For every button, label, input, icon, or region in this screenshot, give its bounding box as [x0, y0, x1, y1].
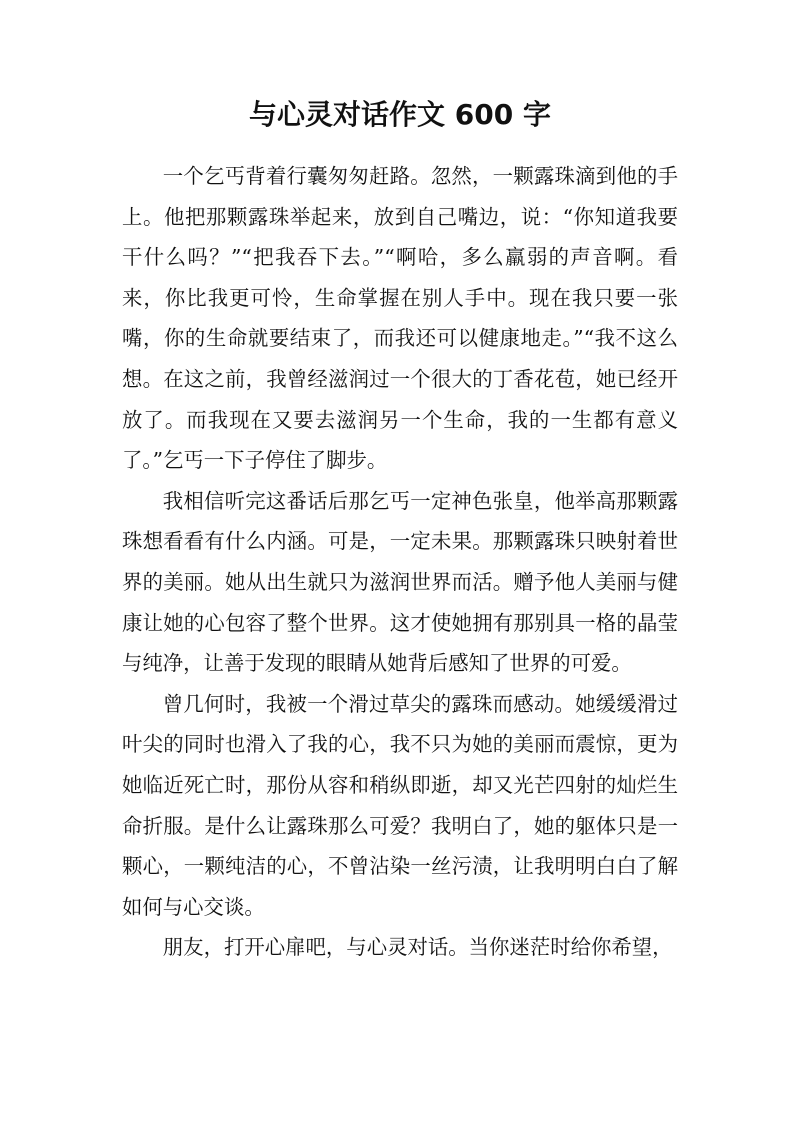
paragraph-3: 曾几何时，我被一个滑过草尖的露珠而感动。她缓缓滑过叶尖的同时也滑入了我的心，我不只为她的美丽而震惊，更为她临近死亡时，那份从容和稍纵即逝，却又光芒四射的灿烂生命折服。是什么让露珠那么可爱？我明白了，她的躯体只是一颗心，一颗纯洁的心，不曾沾染一丝污渍，让我明明白白了解如何与心交谈。	[122, 691, 678, 919]
document-title: 与心灵对话作文 600 字	[249, 98, 551, 131]
paragraph-1: 一个乞丐背着行囊匆匆赶路。忽然，一颗露珠滴到他的手上。他把那颗露珠举起来，放到自己嘴边，说：“你知道我要干什么吗？”“把我吞下去。”“啊哈，多么羸弱的声音啊。看来，你比我更可怜，生命掌握在别人手中。现在我只要一张嘴，你的生命就要结束了，而我还可以健康地走。”“我不这么想。在这之前，我曾经滋润过一个很大的丁香花苞，她已经开放了。而我现在又要去滋润另一个生命，我的一生都有意义了。”乞丐一下子停住了脚步。	[122, 164, 678, 473]
document-body	[122, 156, 678, 968]
paragraph-4: 朋友，打开心扉吧，与心灵对话。当你迷茫时给你希望，	[162, 935, 673, 960]
paragraph-2: 我相信听完这番话后那乞丐一定神色张皇，他举高那颗露珠想看看有什么内涵。可是，一定未果。那颗露珠只映射着世界的美丽。她从出生就只为滋润世界而活。赠予他人美丽与健康让她的心包容了整个世界。这才使她拥有那别具一格的晶莹与纯净，让善于发现的眼睛从她背后感知了世界的可爱。	[122, 488, 678, 676]
